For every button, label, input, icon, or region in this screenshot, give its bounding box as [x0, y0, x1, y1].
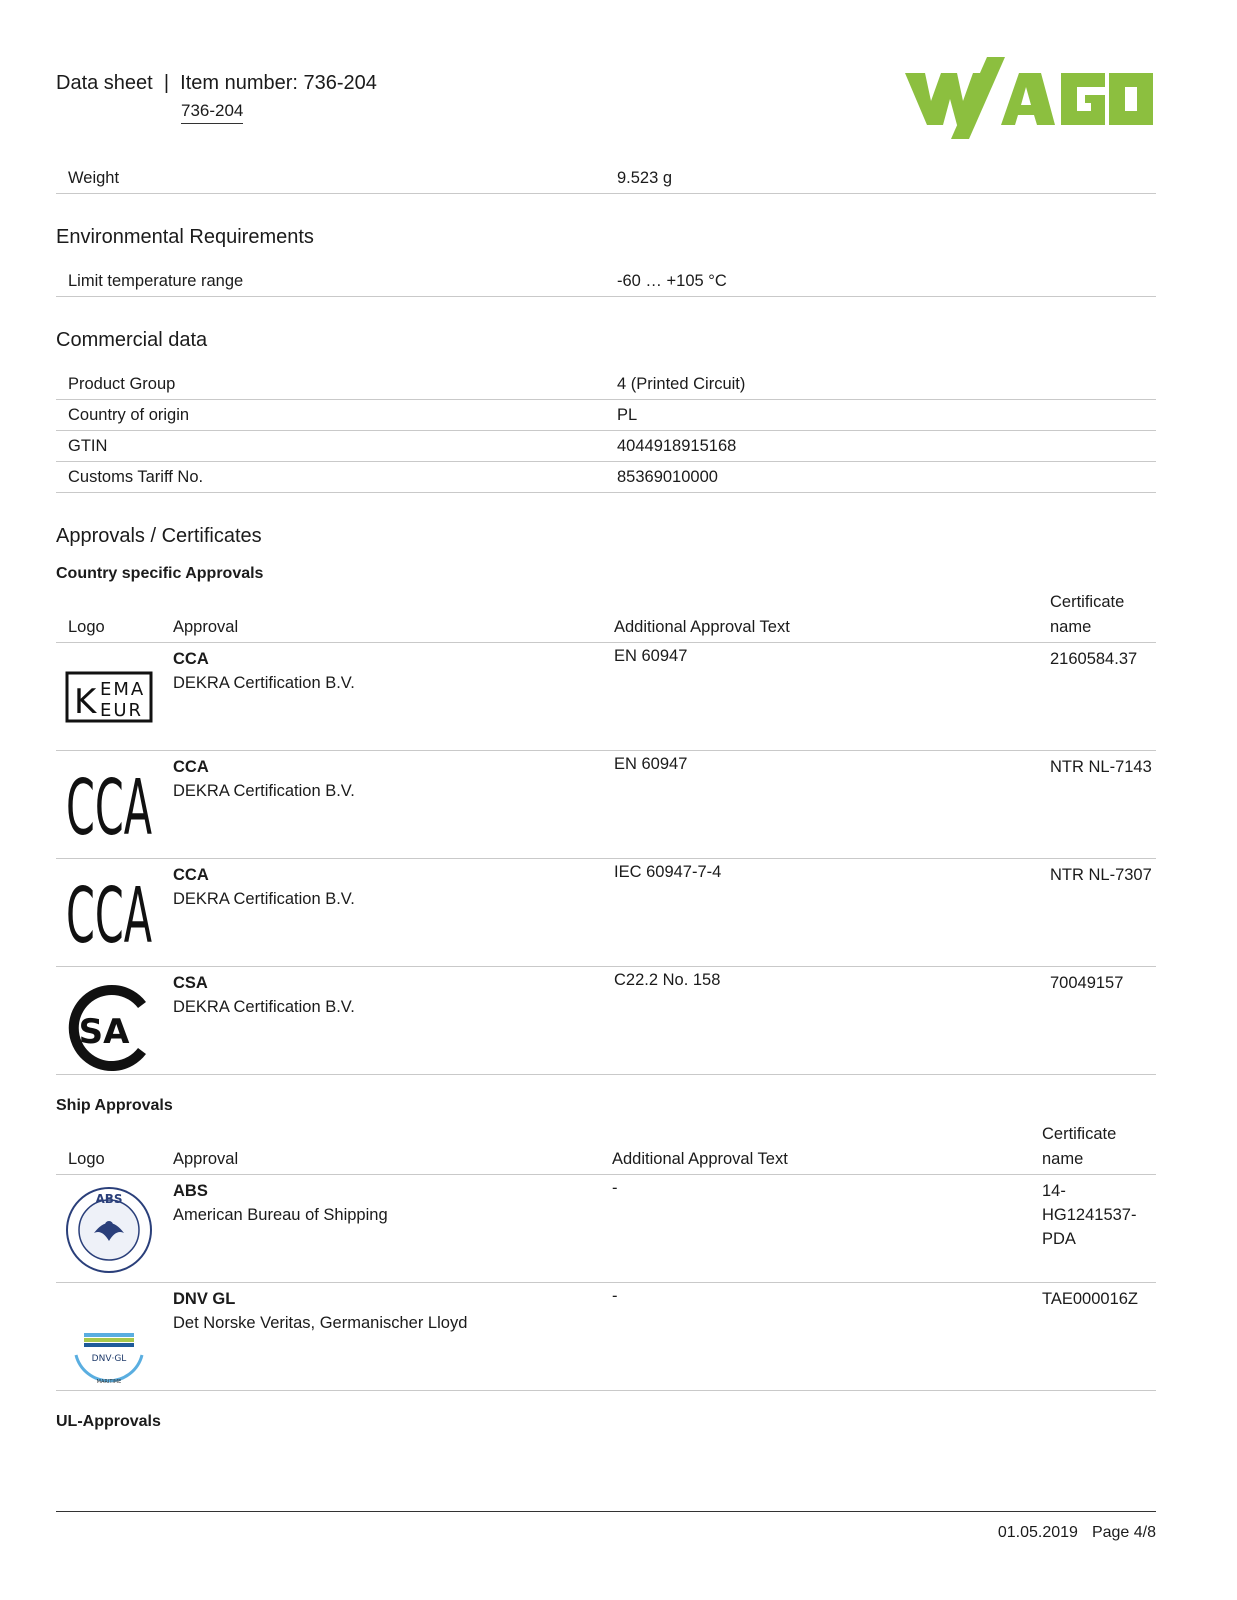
- approval-body: American Bureau of Shipping: [173, 1206, 388, 1224]
- commercial-value: 4044918915168: [617, 437, 737, 455]
- commercial-value: 85369010000: [617, 468, 718, 486]
- approval-row: [56, 859, 1156, 967]
- commercial-value: 4 (Printed Circuit): [617, 375, 746, 393]
- commercial-label: Customs Tariff No.: [68, 468, 204, 486]
- approval-cert: NTR NL-7307: [1050, 866, 1152, 884]
- svg-text:EUR: EUR: [100, 700, 144, 721]
- approval-name: CSA: [173, 974, 208, 992]
- approval-row: [56, 1283, 1156, 1391]
- weight-value: 9.523 g: [617, 169, 673, 187]
- approval-additional: C22.2 No. 158: [614, 971, 721, 989]
- col-logo: Logo: [68, 618, 105, 636]
- wago-logo: [905, 57, 1155, 141]
- temperature-value: -60 … +105 °C: [617, 272, 727, 290]
- svg-text:DNV·GL: DNV·GL: [91, 1354, 127, 1364]
- kema-keur-logo: [64, 659, 154, 749]
- approval-cert: TAE000016Z: [1042, 1290, 1139, 1308]
- approval-name: CCA: [173, 866, 209, 884]
- cca-logo: [64, 875, 154, 965]
- col-approval: Approval: [173, 618, 239, 636]
- col-logo: Logo: [68, 1150, 105, 1168]
- approval-additional: -: [612, 1287, 618, 1305]
- footer: [998, 1524, 1156, 1542]
- approval-name: DNV GL: [173, 1290, 236, 1308]
- svg-text:EMA: EMA: [100, 679, 146, 700]
- col-approval: Approval: [173, 1150, 239, 1168]
- ship-approvals-heading: Ship Approvals: [56, 1097, 173, 1114]
- svg-text:SA: SA: [78, 1012, 130, 1052]
- weight-row: [56, 163, 1156, 194]
- approval-additional: EN 60947: [614, 755, 688, 773]
- approval-row: [56, 751, 1156, 859]
- col-cert-line2: name: [1042, 1150, 1084, 1168]
- footer-page: Page 4/8: [1091, 1524, 1156, 1541]
- temperature-label: Limit temperature range: [68, 272, 244, 290]
- svg-text:CCA: CCA: [66, 875, 152, 961]
- commercial-row: [56, 369, 1156, 400]
- approval-name: ABS: [173, 1182, 208, 1200]
- approval-body: DEKRA Certification B.V.: [173, 782, 355, 800]
- approval-cert: 2160584.37: [1050, 650, 1138, 668]
- approval-row: [56, 967, 1156, 1075]
- approval-additional: EN 60947: [614, 647, 688, 665]
- col-additional: Additional Approval Text: [614, 618, 790, 636]
- page-title: Data sheet | Item number: 736-204: [56, 72, 377, 94]
- country-approvals-heading: Country specific Approvals: [56, 565, 264, 582]
- approval-name: CCA: [173, 758, 209, 776]
- approval-body: DEKRA Certification B.V.: [173, 998, 355, 1016]
- country-table-header: [56, 590, 1156, 643]
- col-cert-line2: name: [1050, 618, 1092, 636]
- approval-name: CCA: [173, 650, 209, 668]
- commercial-label: GTIN: [68, 437, 108, 455]
- commercial-label: Country of origin: [68, 406, 190, 424]
- approval-cert: 14-HG1241537-PDA: [1042, 1182, 1137, 1248]
- commercial-label: Product Group: [68, 375, 176, 393]
- approval-row: [56, 643, 1156, 751]
- col-cert-line1: Certificate: [1042, 1125, 1117, 1143]
- commercial-value: PL: [617, 406, 638, 424]
- footer-date: 01.05.2019: [997, 1524, 1078, 1541]
- approval-additional: -: [612, 1179, 618, 1197]
- ul-approvals-heading: UL-Approvals: [56, 1413, 161, 1430]
- approval-cert: 70049157: [1050, 974, 1124, 992]
- weight-label: Weight: [68, 169, 120, 187]
- approval-body: Det Norske Veritas, Germanischer Lloyd: [173, 1314, 468, 1332]
- svg-text:ABS: ABS: [95, 1192, 123, 1206]
- ship-table-header: [56, 1122, 1156, 1175]
- svg-text:MARITIME: MARITIME: [96, 1379, 122, 1385]
- svg-text:K: K: [74, 682, 97, 722]
- environmental-heading: Environmental Requirements: [56, 226, 314, 248]
- abs-logo: [64, 1185, 154, 1275]
- commercial-row: [56, 431, 1156, 462]
- commercial-row: [56, 400, 1156, 431]
- footer-divider: [56, 1511, 1156, 1512]
- commercial-heading: Commercial data: [56, 329, 208, 351]
- col-additional: Additional Approval Text: [612, 1150, 788, 1168]
- temperature-row: [56, 266, 1156, 297]
- item-number-link[interactable]: 736-204: [181, 101, 243, 124]
- approval-body: DEKRA Certification B.V.: [173, 674, 355, 692]
- approval-additional: IEC 60947-7-4: [614, 863, 722, 881]
- commercial-row: [56, 462, 1156, 493]
- cca-logo: [64, 767, 154, 857]
- approval-body: DEKRA Certification B.V.: [173, 890, 355, 908]
- approval-cert: NTR NL-7143: [1050, 758, 1152, 776]
- csa-logo: [64, 983, 154, 1073]
- col-cert-line1: Certificate: [1050, 593, 1125, 611]
- approval-row: [56, 1175, 1156, 1283]
- svg-text:CCA: CCA: [66, 767, 152, 853]
- approvals-heading: Approvals / Certificates: [56, 525, 262, 547]
- dnv-gl-logo: [64, 1299, 154, 1389]
